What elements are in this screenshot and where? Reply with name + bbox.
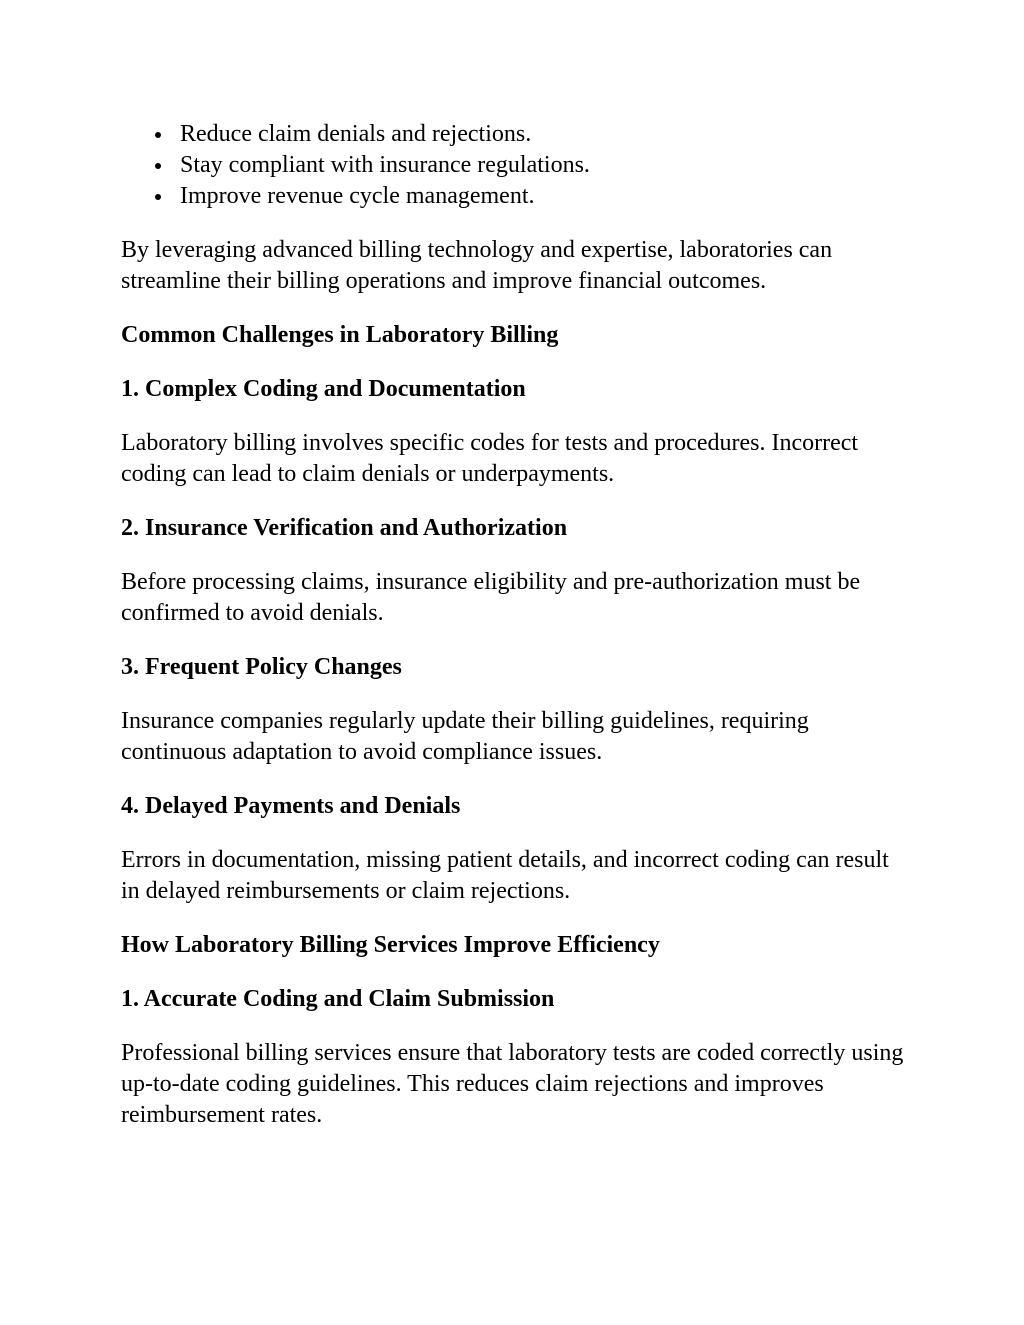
list-item-text: Improve revenue cycle management.: [180, 183, 535, 209]
list-item: [121, 150, 911, 181]
intro-paragraph: By leveraging advanced billing technology and expertise, laboratories can streamline their billing operations and improve financial outcomes.: [121, 237, 833, 294]
challenge-body: Errors in documentation, missing patient details, and incorrect coding can result in delayed reimbursements or claim rejections.: [121, 847, 889, 904]
list-item: [121, 181, 911, 212]
improvement-title: 1. Accurate Coding and Claim Submission: [121, 986, 555, 1012]
challenge-body: Before processing claims, insurance eligibility and pre-authorization must be confirmed to avoid denials.: [121, 569, 861, 626]
challenge-title: 2. Insurance Verification and Authorization: [121, 515, 568, 541]
bullet-icon: [155, 163, 161, 169]
list-item-text: Stay compliant with insurance regulations.: [180, 152, 590, 178]
list-item-text: Reduce claim denials and rejections.: [180, 121, 532, 147]
section-heading-improvements: How Laboratory Billing Services Improve Efficiency: [121, 932, 660, 958]
list-item: [121, 119, 911, 150]
challenge-title: 3. Frequent Policy Changes: [121, 654, 402, 680]
challenge-title: 4. Delayed Payments and Denials: [121, 793, 461, 819]
section-heading-challenges: Common Challenges in Laboratory Billing: [121, 322, 559, 348]
bullet-icon: [155, 132, 161, 138]
challenge-body: Insurance companies regularly update their billing guidelines, requiring continuous adaptation to avoid compliance issues.: [121, 708, 809, 765]
benefits-list: [121, 119, 911, 212]
challenge-body: Laboratory billing involves specific codes for tests and procedures. Incorrect coding can lead to claim denials or underpayments.: [121, 430, 859, 487]
document-page: [121, 119, 911, 1131]
improvement-body: Professional billing services ensure that laboratory tests are coded correctly using up-to-date coding guidelines. This reduces claim rejections and improves reimbursement rates.: [121, 1040, 904, 1128]
challenge-title: 1. Complex Coding and Documentation: [121, 376, 526, 402]
bullet-icon: [155, 194, 161, 200]
